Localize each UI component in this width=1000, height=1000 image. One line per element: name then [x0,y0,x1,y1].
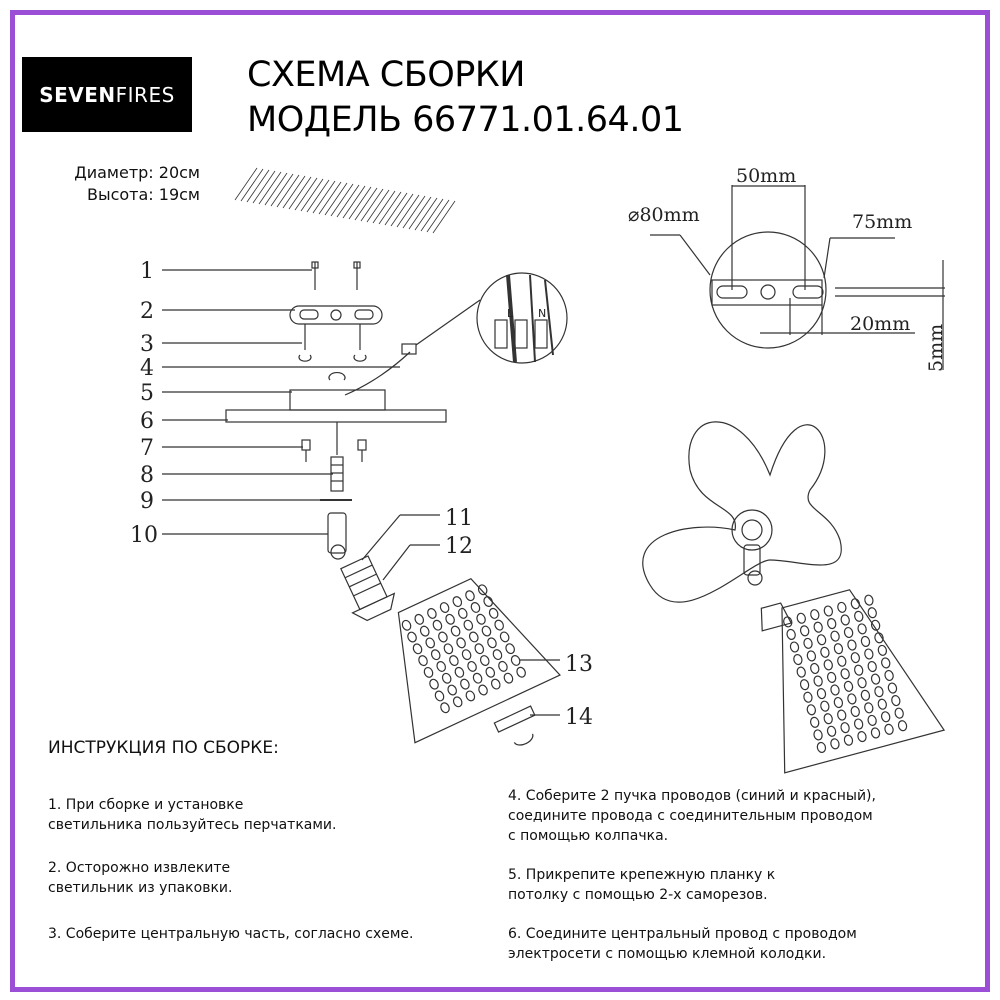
shade-hole [867,607,877,619]
dim-80mm: ⌀80mm [628,204,700,226]
hatch-line [433,201,455,233]
hatch-line [283,176,305,208]
hatch-line [355,188,377,220]
dim-20mm: 20mm [850,313,911,335]
mounting-plate [290,306,382,361]
hatch-line [235,168,257,200]
shade-hole [434,690,445,702]
shade-hole [423,666,434,678]
shade-hole [799,679,809,691]
shade-hole [786,629,796,641]
shade-hole [426,607,437,619]
hatch-line [349,187,371,219]
part-number-1: 1 [140,259,154,284]
hatch-line [271,174,293,206]
hatch-line [373,191,395,223]
shade-hole [503,672,514,684]
hatch-line [361,189,383,221]
shade-hole [820,646,830,658]
shade-hole [827,618,837,630]
shade-hole [816,634,826,646]
part-labels [130,259,593,730]
shade-hole [470,601,481,613]
part-number-5: 5 [140,381,154,406]
shade-hole [823,659,833,671]
shade-hole [853,718,863,730]
shade-hole [482,595,493,607]
shade-hole [850,706,860,718]
hatch-line [397,195,419,227]
shade-hole [823,713,833,725]
title-model: МОДЕЛЬ 66771.01.64.01 [247,100,684,140]
shade-hole [443,643,454,655]
shade-hole [843,627,853,639]
shade-hole [823,605,833,617]
brand-logo-light: FIRES [115,82,175,107]
shade-hole [874,686,884,698]
hatch-line [343,186,365,218]
shade-hole [474,643,485,655]
hatch-line [265,173,287,205]
hatch-line [385,193,407,225]
shade-hole [816,688,826,700]
hatch-line [403,196,425,228]
shade-hole [860,636,870,648]
shade-hole [837,709,847,721]
hatch-line [427,200,449,232]
hatch-line [247,170,269,202]
part-number-3: 3 [140,332,154,357]
part-number-14: 14 [565,705,593,730]
shade-hole [810,716,820,728]
shade-hole [497,660,508,672]
part-number-12: 12 [445,534,473,559]
shade-hole [437,631,448,643]
shade-hole [857,731,867,743]
shade-hole [810,609,820,621]
shade-hole [864,648,874,660]
terminal-label-l: L [507,307,514,320]
shade-hole [857,677,867,689]
shade-hole [833,643,843,655]
shade-hole [457,607,468,619]
shade-hole [448,654,459,666]
shade-hole [816,742,826,754]
instruction-step-4: 4. Соберите 2 пучка проводов (синий и красный), соедините провода с соединительным проводом с помощью колпачка. [508,788,876,844]
shade-hole [837,655,847,667]
shade-hole [870,673,880,685]
hatch-line [301,179,323,211]
shade-hole [465,690,476,702]
height-text: Высота: 19см [86,185,200,204]
shade-hole [439,601,450,613]
shade-hole [884,670,894,682]
bulb-ring [494,706,544,752]
shade-hole [439,702,450,714]
shade-hole [884,723,894,735]
hatch-line [325,183,347,215]
part-number-4: 4 [140,356,154,381]
shade-hole [493,619,504,631]
shade-hole [826,672,836,684]
shade-hole [401,619,412,631]
shade-hole [843,680,853,692]
shade-hole [481,625,492,637]
shade-hole [490,678,501,690]
instruction-step-1: 1. При сборке и установке светильника пользуйтесь перчатками. [48,797,337,833]
dim-50mm: 50mm [736,165,797,187]
part-number-11: 11 [445,506,473,531]
shade-hole [406,631,417,643]
shade-hole [424,637,435,649]
shade-hole [837,602,847,614]
hatch-line [379,192,401,224]
shade-hole [881,657,891,669]
shade-hole [450,625,461,637]
instruction-step-3: 3. Соберите центральную часть, согласно схеме. [48,926,414,942]
shade-hole [870,727,880,739]
assembled-lamp-view [643,422,944,773]
shade-hole [464,589,475,601]
shade-hole [446,684,457,696]
shade-hole [850,598,860,610]
shade-hole [894,707,904,719]
shade-hole [417,654,428,666]
part-number-8: 8 [140,463,154,488]
part-number-10: 10 [130,523,158,548]
shade-hole [479,654,490,666]
brand-logo-bold: SEVEN [39,82,116,107]
shade-hole [499,631,510,643]
shade-hole [796,666,806,678]
shade-hole [840,614,850,626]
shade-hole [432,619,443,631]
terminal-label-n: N [538,307,547,320]
hatch-line [331,184,353,216]
part-number-7: 7 [140,436,154,461]
part-number-9: 9 [140,489,154,514]
shade-hole [830,684,840,696]
shade-hole [504,642,515,654]
shade-hole [864,702,874,714]
shade-hole [430,648,441,660]
shade-hole [854,610,864,622]
instruction-step-2: 2. Осторожно извлеките светильник из упаковки. [48,860,233,896]
shade-hole [854,664,864,676]
shade-hole [891,695,901,707]
shade-hole [847,639,857,651]
instruction-step-6: 6. Соедините центральный провод с проводом электросети с помощью клемной колодки. [508,926,857,962]
shade-hole [806,650,816,662]
shade-hole [799,625,809,637]
shade-hole [412,643,423,655]
shade-hole [857,623,867,635]
hatch-line [295,178,317,210]
shade-hole [510,654,521,666]
shade-hole [486,637,497,649]
part-number-13: 13 [565,652,593,677]
hatch-line [259,172,281,204]
shade-hole [461,648,472,660]
shade-hole [444,613,455,625]
hatch-line [337,185,359,217]
diameter-text: Диаметр: 20см [74,163,200,182]
shade-hole [477,584,488,596]
shade-hole [466,660,477,672]
instruction-step-5: 5. Прикрепите крепежную планку к потолку с помощью 2-х саморезов. [508,867,776,903]
instructions-heading: ИНСТРУКЦИЯ ПО СБОРКЕ: [48,738,279,758]
shade-hole [419,625,430,637]
shade-hole [830,630,840,642]
hatch-line [421,199,443,231]
shade-hole [867,715,877,727]
terminal-block-inset [477,273,567,363]
shade-hole [475,613,486,625]
shade-hole [793,654,803,666]
bracket-dimension-drawing [628,165,947,372]
hatch-line [415,198,437,230]
shade-hole [492,648,503,660]
shade-hole [850,652,860,664]
shade-hole [796,612,806,624]
shade-hole [877,698,887,710]
shade-hole [459,678,470,690]
shade-hole [463,619,474,631]
shade-hole [485,666,496,678]
title-line-1: СХЕМА СБОРКИ [247,55,525,95]
shade-hole [468,631,479,643]
shade-hole [452,696,463,708]
hatch-line [307,180,329,212]
shade-hole [840,668,850,680]
dim-5mm: 5mm [925,323,947,372]
shade-hole [813,621,823,633]
shade-hole [877,645,887,657]
shade-hole [803,691,813,703]
shade-hole [452,595,463,607]
shade-hole [881,711,891,723]
hatch-line [289,177,311,209]
shade-hole [820,700,830,712]
shade-hole [813,675,823,687]
part-number-6: 6 [140,409,154,434]
shade-hole [840,722,850,734]
shade-hole [830,738,840,750]
hatch-line [241,169,263,201]
hatch-line [313,181,335,213]
shade-hole [847,693,857,705]
shade-hole [441,672,452,684]
ceiling-hatch [235,168,455,233]
shade-hole [813,729,823,741]
shade-hole [789,641,799,653]
shade-hole [810,663,820,675]
shade-hole [488,607,499,619]
base [290,390,385,410]
hatch-line [367,190,389,222]
shade-hole [864,594,874,606]
hatch-line [409,197,431,229]
hatch-line [253,171,275,203]
shade-hole [803,638,813,650]
shade-hole [867,661,877,673]
part-number-2: 2 [140,299,154,324]
shade-hole [413,613,424,625]
shade-hole [455,637,466,649]
shade-hole [843,734,853,746]
shade-hole [826,725,836,737]
hatch-line [277,175,299,207]
hatch-line [391,194,413,226]
shade-hole [428,678,439,690]
shade-hole [833,697,843,709]
shade-hole [860,689,870,701]
shade-hole [477,684,488,696]
shade-hole [887,682,897,694]
dim-75mm: 75mm [852,211,913,233]
canopy [226,410,446,422]
shade-hole [515,666,526,678]
hatch-line [319,182,341,214]
ceiling-screws [312,262,360,290]
shade-hole [806,704,816,716]
shade-hole [454,666,465,678]
socket [334,553,400,625]
shade-hole [472,672,483,684]
shade-hole [435,660,446,672]
shade-hole [897,720,907,732]
